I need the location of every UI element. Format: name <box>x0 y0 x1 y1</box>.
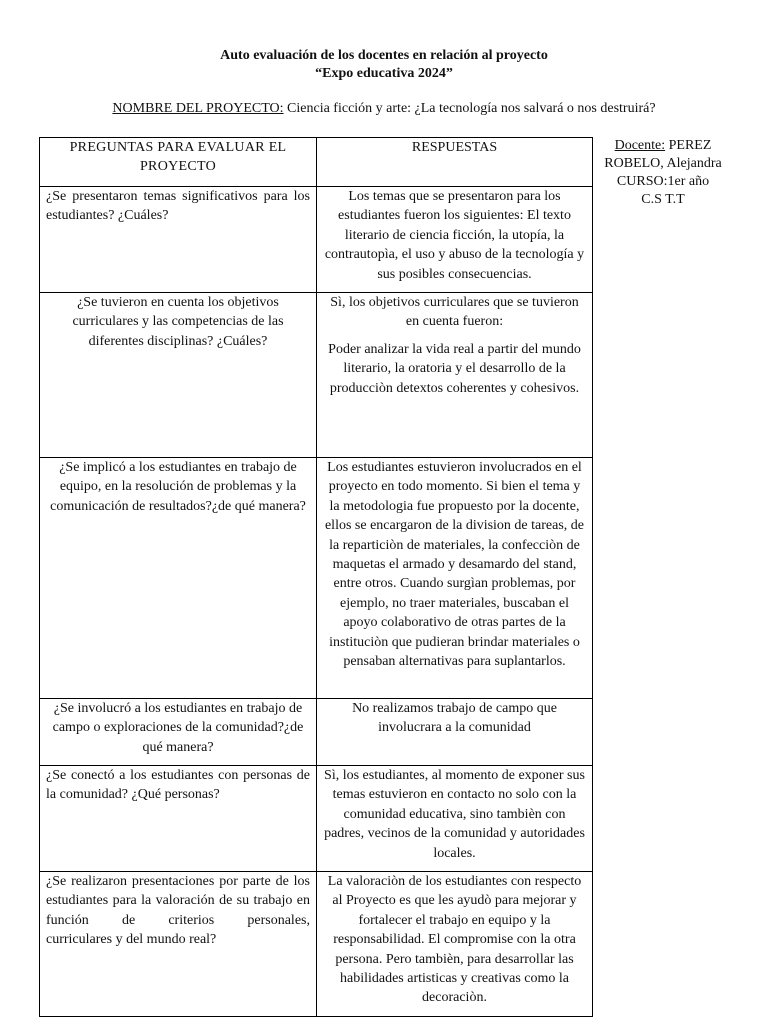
answer-cell: Los temas que se presentaron para los estudiantes fueron los siguientes: El texto literario de ciencia ficción, la utopía, la contrautopìa, el uso y abuso de la tecnología y sus posibles consecuencias. <box>317 187 593 293</box>
table-row <box>40 458 593 699</box>
question-cell: ¿Se involucró a los estudiantes en trabajo de campo o exploraciones de la comunidad?¿de qué manera? <box>40 699 317 766</box>
question-line: estudiantes para la valoración de su trabajo en <box>46 893 310 909</box>
answer-paragraph: Poder analizar la vida real a partir del mundo literario, la oratoria y el desarrollo de la producciòn detextos coherentes y cohesivos. <box>328 341 581 396</box>
answer-cell: Sì, los estudiantes, al momento de exponer sus temas estuvieron en contacto no solo con la comunidad educativa, sino tambièn con padres, vecinos de la comunidad y autoridades locales. <box>317 766 593 872</box>
table-row <box>40 187 593 293</box>
answer-cell <box>317 293 593 458</box>
question-cell: ¿Se implicó a los estudiantes en trabajo de equipo, en la resolución de problemas y la comunicación de resultados?¿de qué manera? <box>40 458 317 699</box>
question-line: estudiantes? ¿Cuáles? <box>46 208 169 224</box>
evaluation-table <box>39 137 593 1017</box>
question-cell <box>40 187 317 293</box>
teacher-label: Docente: <box>614 138 666 153</box>
answer-cell: La valoraciòn de los estudiantes con respecto al Proyecto es que les ayudò para mejorar y fortalecer el trabajo en equipo y la responsabilidad. El compromise con la otra persona. Pero tambièn, para desarrollar las habilidades artisticas y creativas como la decoraciòn. <box>317 872 593 1017</box>
teacher-info <box>598 137 728 209</box>
project-label: NOMBRE DEL PROYECTO: <box>112 101 284 116</box>
table-row <box>40 699 593 766</box>
answer-cell: No realizamos trabajo de campo que involucrara a la comunidad <box>317 699 593 766</box>
course-label: CURSO:1er año <box>616 174 710 189</box>
question-cell: ¿Se conectó a los estudiantes con personas de la comunidad? ¿Qué personas? <box>40 766 317 872</box>
question-cell: ¿Se tuvieron en cuenta los objetivos curriculares y las competencias de las diferentes disciplinas? ¿Cuáles? <box>40 293 317 458</box>
table-header-row <box>40 138 593 187</box>
table-row <box>40 766 593 872</box>
question-line: ¿Se presentaron temas significativos para los <box>46 189 310 204</box>
answers-header: RESPUESTAS <box>317 138 593 187</box>
question-line: ¿Se realizaron presentaciones por parte de los <box>46 874 310 889</box>
answer-cell: Los estudiantes estuvieron involucrados en el proyecto en todo momento. Si bien el tema y la metodologia fue propuesto por la docente, ellos se encargaron de la division de tareas, de la reparticiòn de materiales, la confecciòn de maquetas el armado y desamardo del stand, entre otros. Cuando surgìan problemas, por ejemplo, no traer materiales, buscaban el apoyo colaborativo de otras partes de la instituciòn que pudieran brindar materiales o pensaban alternativas para suplantarlos. <box>317 458 593 699</box>
document-title <box>0 47 768 83</box>
question-line: función de criterios personales, <box>46 912 310 928</box>
project-name: Ciencia ficción y arte: ¿La tecnología nos salvará o nos destruirá? <box>287 101 656 116</box>
table-row <box>40 872 593 1017</box>
answer-paragraph: Sì, los objetivos curriculares que se tuvieron en cuenta fueron: <box>330 295 579 330</box>
title-line-1: Auto evaluación de los docentes en relación al proyecto <box>220 48 548 63</box>
question-cell <box>40 872 317 1017</box>
title-line-2: “Expo educativa 2024” <box>315 66 453 81</box>
teacher-name: PEREZ ROBELO, Alejandra <box>604 138 722 171</box>
question-line: curriculares y del mundo real? <box>46 932 217 948</box>
table-row <box>40 293 593 458</box>
questions-header: PREGUNTAS PARA EVALUAR EL PROYECTO <box>40 138 317 187</box>
project-name-line <box>100 100 668 118</box>
section-label: C.S T.T <box>641 192 685 207</box>
